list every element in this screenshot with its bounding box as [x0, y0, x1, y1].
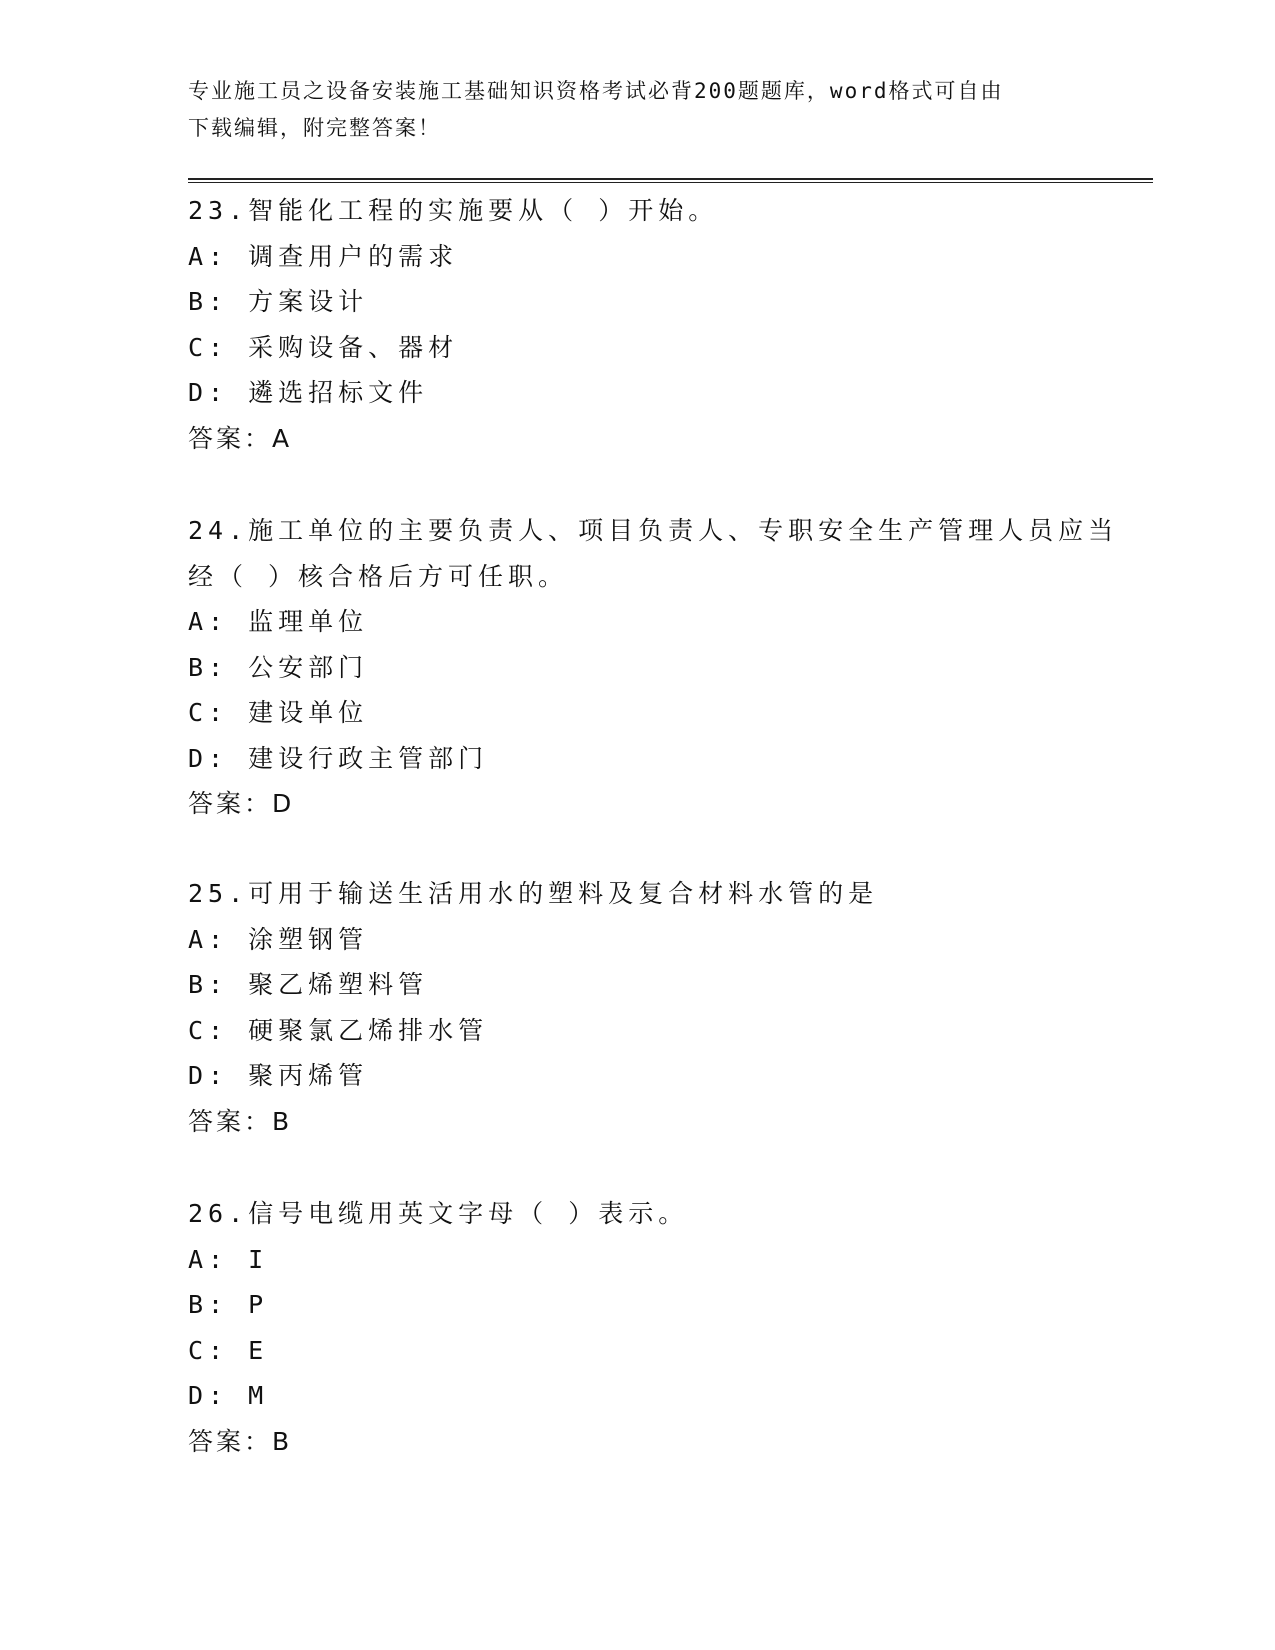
option-c: C: 建设单位	[188, 698, 369, 727]
question-26	[188, 1191, 1088, 1464]
question-25	[188, 871, 1088, 1144]
option-b: B: 方案设计	[188, 287, 369, 316]
question-stem-line-2: 经（ ）核合格后方可任职。	[188, 561, 569, 591]
option-c: C: E	[188, 1335, 269, 1365]
option-b: B: 公安部门	[188, 652, 369, 682]
question-stem: 23.智能化工程的实施要从（ ）开始。	[188, 196, 719, 225]
option-a: A: 监理单位	[188, 607, 369, 636]
option-d: D: 遴选招标文件	[188, 378, 429, 407]
answer-line: 答案：D	[188, 789, 295, 818]
question-stem: 25.可用于输送生活用水的塑料及复合材料水管的是	[188, 879, 879, 908]
answer-line: 答案：B	[188, 1426, 293, 1456]
header-divider-thick	[188, 178, 1153, 180]
header-divider-thin	[188, 182, 1153, 183]
header-line-2: 下载编辑，附完整答案！	[188, 116, 441, 140]
option-b: B: P	[188, 1290, 269, 1319]
option-a: A: 涂塑钢管	[188, 924, 369, 954]
question-24	[188, 508, 1119, 827]
answer-line: 答案：A	[188, 423, 293, 453]
question-stem: 26.信号电缆用英文字母（ ）表示。	[188, 1199, 689, 1228]
question-stem-line-1: 24.施工单位的主要负责人、项目负责人、专职安全生产管理人员应当	[188, 516, 1119, 545]
option-c: C: 采购设备、器材	[188, 332, 459, 362]
option-d: D: M	[188, 1381, 269, 1410]
document-header	[188, 73, 1088, 147]
option-d: D: 建设行政主管部门	[188, 743, 489, 773]
header-line-1: 专业施工员之设备安装施工基础知识资格考试必背200题题库，word格式可自由	[188, 79, 1004, 103]
option-d: D: 聚丙烯管	[188, 1061, 369, 1090]
answer-line: 答案：B	[188, 1106, 293, 1136]
option-a: A: I	[188, 1244, 269, 1274]
option-b: B: 聚乙烯塑料管	[188, 970, 429, 999]
option-a: A: 调查用户的需求	[188, 241, 459, 271]
option-c: C: 硬聚氯乙烯排水管	[188, 1015, 489, 1045]
question-23	[188, 188, 1088, 461]
